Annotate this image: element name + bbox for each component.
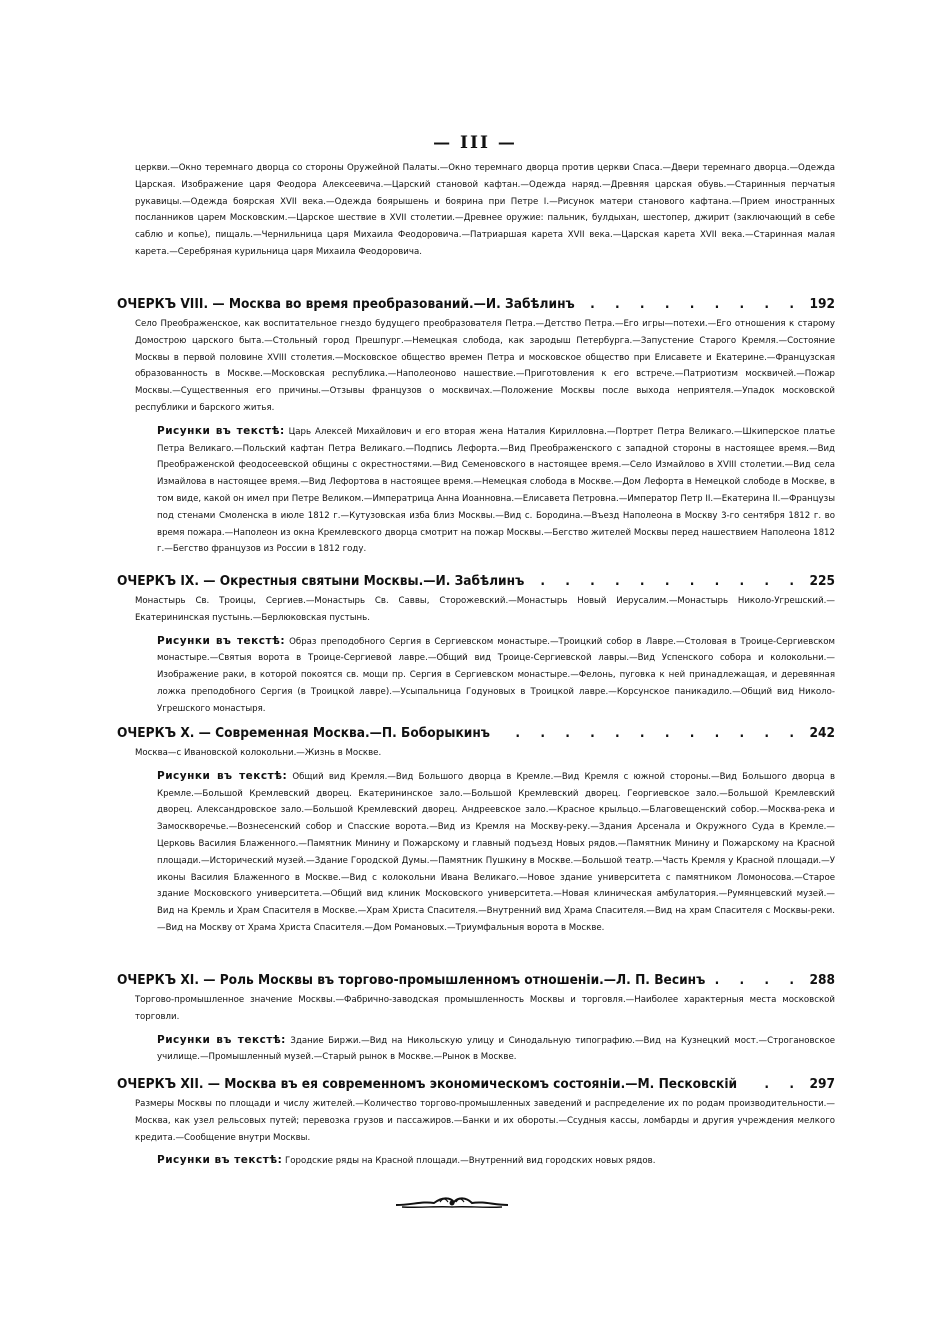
figures-label: Рисунки въ текстѣ: bbox=[157, 1033, 286, 1046]
figures-list: Городские ряды на Красной площади.—Внутренний вид городских новых рядов. bbox=[285, 1156, 656, 1167]
section-page: 242 bbox=[803, 722, 835, 744]
section-xii bbox=[117, 1073, 835, 1170]
dot-leader: . . . . . . . . . . . . . bbox=[490, 725, 802, 741]
section-title: ОЧЕРКЪ XI. — Роль Москвы въ торгово-промышленномъ отношеніи.—Л. П. Весинъ bbox=[117, 972, 711, 988]
section-heading bbox=[117, 570, 835, 592]
intro-paragraph: церкви.—Окно теремнаго дворца со стороны Оружейной Палаты.—Окно теремнаго дворца против церкви Спаса.—Двери теремнаго дворца.—Одежда Царская. Изображение царя Феодора Алексеевича.—Царский становой кафтан.—Одежда наряд.—Древняя царская обувь.—Старинныя перчатыя рукавицы.—Одежда боярская XVII века.—Одежда боярышень и боярина при Петре I.—Рисунок матери станового кафтана.—Прием иностранных посланников царем Московским.—Царское шествие в XVII столетии.—Древнее оружие: пальник, булдыхан, шестопер, джирит (заключающий в себе саблю и копье), пищаль.—Чернильница царя Михаила Феодоровича.—Патриаршая карета XVII века.—Царская карета XVII века.—Старинная малая карета.—Серебряная курильница царя Михаила Феодоровича. bbox=[135, 163, 835, 257]
figures-label: Рисунки въ текстѣ: bbox=[157, 769, 288, 782]
section-ix bbox=[117, 570, 835, 718]
section-title: ОЧЕРКЪ X. — Современная Москва.—П. Боборыкинъ bbox=[117, 725, 496, 741]
figures-list: Образ преподобного Сергия в Сергиевском монастыре.—Троицкий собор в Лавре.—Столовая в Троице-Сергиевском монастыре.—Святыя ворота в Троице-Сергиевой лавре.—Общий вид Троице-Сергиевской лавры.—Вид Успенского собора и колокольни.—Изображение раки, в которой покоятся св. мощи пр. Сергия в Сергиевском монастыре.—Фелонь, пуговка к ней принадлежащая, и деревянная ложка преподобного Сергия (в Троицкой лавре).—Усыпальница Годуновых в Троицкой лавре.—Корсунское паникадило.—Общий вид Николо-Угрешского монастыря. bbox=[157, 636, 835, 714]
dot-leader: . . . . bbox=[714, 972, 802, 988]
figures-label: Рисунки въ текстѣ: bbox=[157, 634, 286, 647]
section-description: Село Преображенское, как воспитательное гнездо будущего преобразователя Петра.—Детство Петра.—Его игры—потехи.—Его отношения к старому Домострою царского быта.—Стольный город Прешпург.—Немецкая слобода, как зародыш Петербурга.—Запустение Старого Кремля.—Состояние Москвы в первой половине XVIII столетия.—Московское общество времен Петра и московское общество при Елисавете и Екатерине.—Французская образованность в Москве.—Московская республика.—Наполеоново нашествие.—Приготовления к его встрече.—Патриотизм москвичей.—Пожар Москвы.—Существенныя его причины.—Отзывы французов о москвичах.—Положение Москвы после выхода неприятеля.—Упадок московской республики и барского житья. bbox=[135, 319, 835, 413]
section-heading bbox=[117, 1073, 835, 1095]
figures-label: Рисунки въ текстѣ: bbox=[157, 1154, 283, 1167]
figures-paragraph bbox=[135, 1032, 835, 1067]
section-heading bbox=[117, 969, 835, 991]
section-viii bbox=[117, 293, 835, 558]
section-heading bbox=[117, 722, 835, 744]
dot-leader: . . . bbox=[739, 1076, 802, 1092]
figures-list: Здание Биржи.—Вид на Никольскую улицу и Синодальную типографию.—Вид на Кузнецкий мост.—Строгановское училище.—Промышленный музей.—Старый рынок в Москве.—Рынок в Москве. bbox=[157, 1035, 835, 1063]
section-title: ОЧЕРКЪ IX. — Окрестныя святыни Москвы.—И. Забѣлинъ bbox=[117, 573, 530, 589]
figures-paragraph bbox=[135, 423, 835, 558]
section-page: 192 bbox=[803, 293, 835, 315]
figures-label: Рисунки въ текстѣ: bbox=[157, 424, 285, 437]
section-description: Монастырь Св. Троицы, Сергиев.—Монастырь Св. Саввы, Сторожевский.—Монастырь Новый Иерусалим.—Монастырь Николо-Угрешский.—Екатерининская пустынь.—Берлюковская пустынь. bbox=[135, 596, 835, 623]
section-title: ОЧЕРКЪ XII. — Москва въ ея современномъ экономическомъ состояніи.—М. Песковскій bbox=[117, 1076, 743, 1092]
section-page: 297 bbox=[803, 1073, 835, 1095]
section-page: 288 bbox=[803, 969, 835, 991]
section-x bbox=[117, 722, 836, 937]
section-title: ОЧЕРКЪ VIII. — Москва во время преобразований.—И. Забѣлинъ bbox=[117, 296, 581, 312]
figures-paragraph bbox=[135, 768, 835, 937]
figures-paragraph bbox=[135, 1152, 835, 1170]
section-xi bbox=[117, 969, 835, 1066]
intro-block bbox=[135, 160, 835, 261]
figures-list: Общий вид Кремля.—Вид Большого дворца в Кремле.—Вид Кремля с южной стороны.—Вид Большого дворца в Кремле.—Большой Кремлевский дворец. Екатерининское зало.—Большой Кремлевский дворец. Георгиевское зало.—Большой Кремлевский дворец. Александровское зало.—Большой Кремлевский дворец. Андреевское зало.—Красное крыльцо.—Благовещенский собор.—Москва-река и Замоскворечье.—Вознесенский собор и Спасские ворота.—Вид из Кремля на Москву-реку.—Здания Арсенала и Окружного Суда в Кремле.—Церковь Василия Блаженного.—Памятник Минину и Пожарскому и главный подъезд Новых рядов.—Памятник Минину и Пожарскому на Красной площади.—Исторический музей.—Здание Городской Думы.—Памятник Пушкину в Москве.—Большой театр.—Часть Кремля у Красной площади.—У иконы Василия Блаженного в Москве.—Вид с колокольни Ивана Великаго.—Новое здание университета с памятником Ломоносова.—Старое здание Московского университета.—Общий вид клиник Московского университета.—Новая клиническая амбулатория.—Румянцевский музей.—Вид на Кремль и Храм Спасителя в Москве.—Храм Христа Спасителя.—Внутренний вид Храма Спасителя.—Вид на храм Спасителя с Москвы-реки.—Вид на Москву от Храма Христа Спасителя.—Дом Романовых.—Триумфальныя ворота в Москве. bbox=[157, 771, 836, 933]
section-page: 225 bbox=[803, 570, 835, 592]
section-heading bbox=[117, 293, 835, 315]
ornament-flourish bbox=[392, 1193, 512, 1215]
section-description: Торгово-промышленное значение Москвы.—Фабрично-заводская промышленность Москвы и торговля.—Наиболее характерныя места московской торговли. bbox=[135, 995, 835, 1022]
figures-paragraph bbox=[135, 633, 835, 718]
figures-list: Царь Алексей Михайлович и его вторая жена Наталия Кирилловна.—Портрет Петра Великаго.—Шкиперское платье Петра Великаго.—Польский кафтан Петра Великаго.—Подпись Лефорта.—Вид Преображенского с западной стороны в настоящее время.—Вид Преображенской феодосеевской общины с окрестностями.—Вид Семеновского в настоящее время.—Село Измайлово в XVIII столетии.—Вид села Измайлова в настоящее время.—Вид Лефортова в настоящее время.—Немецкая слобода в Москве.—Дом Лефорта в Немецкой слободе в Москве, в том виде, какой он имел при Петре Великом.—Императрица Анна Иоанновна.—Елисавета Петровна.—Император Петр II.—Екатерина II.—Французы под стенами Смоленска в июле 1812 г.—Кутузовская изба близ Москвы.—Вид с. Бородина.—Въезд Наполеона в Москву 3-го сентября 1812 г. во время пожара.—Наполеон из окна Кремлевского дворца смотрит на пожар Москвы.—Бегство жителей Москвы перед нашествием Наполеона 1812 г.—Бегство французов из России в 1812 году. bbox=[157, 426, 835, 555]
section-description: Размеры Москвы по площади и числу жителей.—Количество торгово-промышленных заведений и распределение их по родам производительности.—Москва, как узел рельсовых путей; перевозка грузов и пассажиров.—Банки и их обороты.—Ссудныя кассы, ломбарды и другия учреждения мелкого кредита.—Сообщение внутри Москвы. bbox=[135, 1099, 835, 1143]
dot-leader: . . . . . . . . . . . bbox=[540, 573, 802, 589]
dot-leader: . . . . . . . . . bbox=[590, 296, 802, 312]
page-number: — III — bbox=[433, 133, 517, 153]
section-description: Москва—с Ивановской колокольни.—Жизнь в Москве. bbox=[135, 748, 382, 758]
